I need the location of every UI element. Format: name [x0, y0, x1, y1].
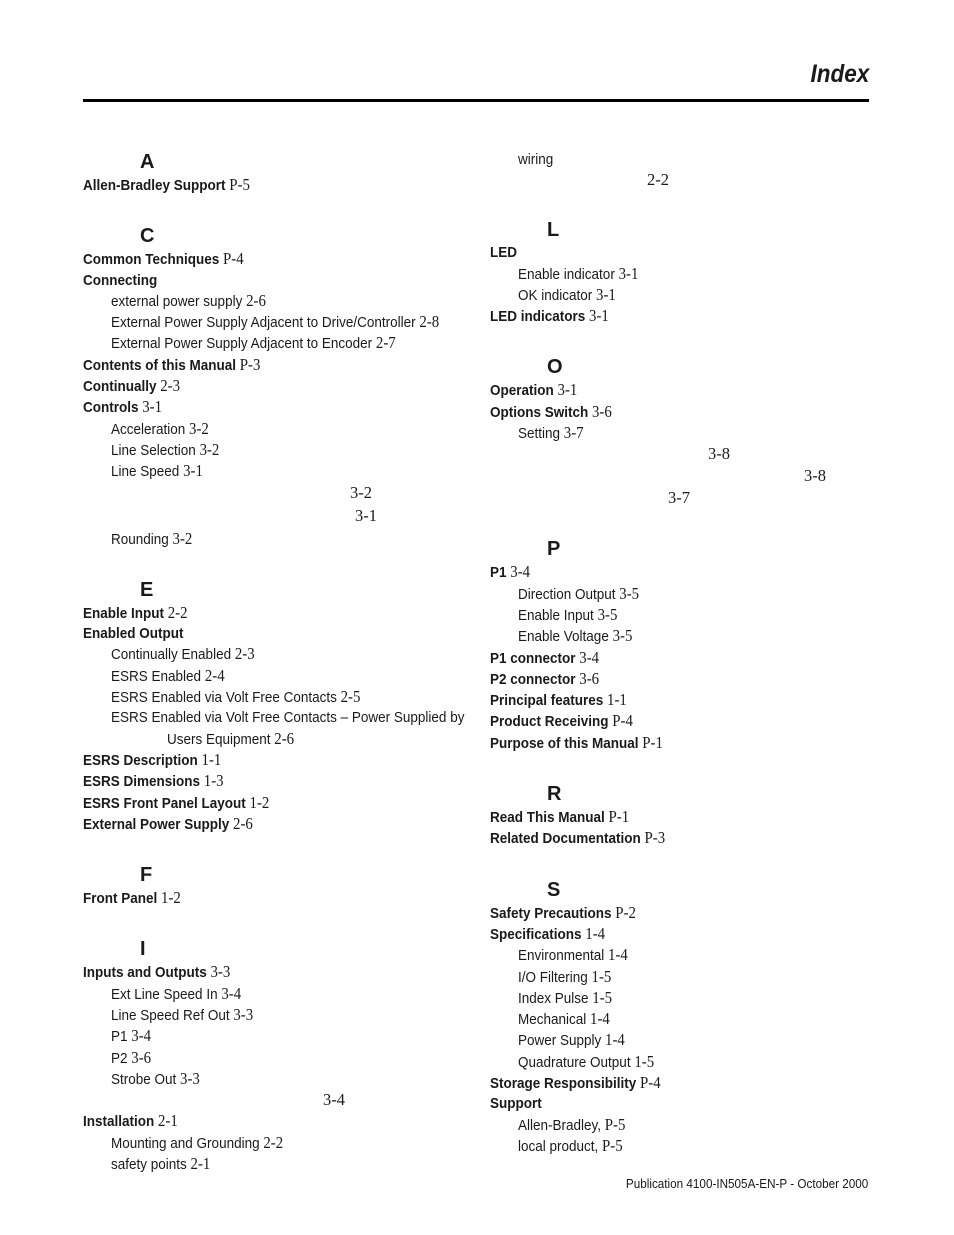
index-entry: Continually 2-3: [83, 376, 181, 396]
index-subentry: Enable Input 3-5: [518, 604, 618, 624]
index-subentry: Environmental 1-4: [518, 945, 628, 965]
index-entry: Options Switch 3-6: [490, 401, 612, 421]
index-subentry: Power Supply 1-4: [518, 1030, 625, 1050]
index-subentry: Quadrature Output 1-5: [518, 1051, 655, 1071]
index-subentry: External Power Supply Adjacent to Drive/Controller 2-8: [111, 312, 440, 332]
index-subentry: local product, P-5: [518, 1135, 623, 1155]
index-subentry: Enable indicator 3-1: [518, 263, 639, 283]
index-subentry: external power supply 2-6: [111, 290, 266, 310]
index-subentry-continued: Users Equipment 2-6: [167, 728, 295, 748]
index-entry: ESRS Description 1-1: [83, 749, 222, 769]
section-letter-i: I: [140, 938, 146, 961]
index-entry: Contents of this Manual P-3: [83, 354, 261, 374]
page-title: Index: [810, 60, 869, 88]
index-entry: ESRS Front Panel Layout 1-2: [83, 792, 270, 812]
index-entry: Operation 3-1: [490, 380, 578, 400]
section-letter-o: O: [547, 356, 563, 379]
index-column-left: [83, 150, 483, 1175]
header-rule: [83, 99, 869, 102]
index-entry: P2 connector 3-6: [490, 668, 600, 688]
stray-page-number: 3-1: [355, 505, 377, 525]
index-entry: Allen-Bradley Support P-5: [83, 175, 250, 194]
stray-page-number: 3-8: [708, 444, 730, 464]
index-entry: Inputs and Outputs 3-3: [83, 962, 231, 982]
index-subentry: Setting 3-7: [518, 423, 584, 443]
index-subentry: wiring: [518, 151, 554, 168]
index-entry: Enabled Output: [83, 625, 184, 643]
index-entry: Connecting: [83, 271, 158, 289]
index-entry: Support: [490, 1095, 542, 1113]
index-subentry: P1 3-4: [111, 1026, 152, 1046]
index-entry: Installation 2-1: [83, 1111, 178, 1131]
index-entry: External Power Supply 2-6: [83, 813, 253, 833]
index-subentry: OK indicator 3-1: [518, 284, 616, 304]
index-subentry: Strobe Out 3-3: [111, 1068, 200, 1088]
index-subentry: Index Pulse 1-5: [518, 987, 613, 1007]
index-subentry: Ext Line Speed In 3-4: [111, 983, 242, 1003]
index-subentry: Mounting and Grounding 2-2: [111, 1132, 284, 1152]
index-entry: Safety Precautions P-2: [490, 902, 636, 922]
index-column-right: [490, 150, 890, 1157]
stray-page-number: 3-4: [323, 1090, 345, 1110]
index-subentry: Enable Voltage 3-5: [518, 626, 633, 646]
index-subentry: Rounding 3-2: [111, 528, 193, 548]
index-entry: Front Panel 1-2: [83, 888, 181, 908]
index-entry: Read This Manual P-1: [490, 807, 630, 827]
index-subentry: Line Speed 3-1: [111, 461, 203, 481]
index-entry: Controls 3-1: [83, 397, 163, 417]
index-entry: LED: [490, 244, 517, 262]
index-subentry: Direction Output 3-5: [518, 583, 640, 603]
index-subentry: Continually Enabled 2-3: [111, 644, 255, 664]
index-entry: Related Documentation P-3: [490, 828, 666, 848]
index-subentry: Allen-Bradley, P-5: [518, 1114, 626, 1134]
stray-page-number: 3-2: [350, 482, 372, 502]
section-letter-l: L: [547, 219, 560, 242]
section-letter-c: C: [140, 225, 155, 248]
section-letter-a: A: [140, 151, 155, 173]
index-entry: P1 connector 3-4: [490, 647, 600, 667]
index-subentry: ESRS Enabled via Volt Free Contacts – Power Supplied by: [111, 709, 465, 727]
index-entry: Specifications 1-4: [490, 923, 606, 943]
section-letter-e: E: [140, 578, 154, 601]
stray-page-number: 3-8: [804, 466, 826, 486]
section-letter-s: S: [547, 878, 561, 901]
index-entry: Purpose of this Manual P-1: [490, 732, 663, 752]
index-subentry: I/O Filtering 1-5: [518, 966, 612, 986]
index-entry: P1 3-4: [490, 562, 531, 582]
index-entry: Common Techniques P-4: [83, 249, 244, 269]
index-subentry: safety points 2-1: [111, 1153, 211, 1173]
index-subentry: Mechanical 1-4: [518, 1009, 610, 1029]
index-entry: Storage Responsibility P-4: [490, 1073, 661, 1093]
index-subentry: ESRS Enabled via Volt Free Contacts 2-5: [111, 687, 361, 707]
index-subentry: Acceleration 3-2: [111, 418, 209, 438]
index-entry: Principal features 1-1: [490, 690, 627, 710]
index-subentry: ESRS Enabled 2-4: [111, 665, 225, 685]
index-entry: Product Receiving P-4: [490, 711, 633, 731]
section-letter-r: R: [547, 783, 562, 806]
section-letter-p: P: [547, 538, 561, 561]
index-entry: Enable Input 2-2: [83, 602, 188, 622]
stray-page-number: 2-2: [647, 170, 669, 190]
section-letter-f: F: [140, 864, 153, 887]
index-subentry: Line Selection 3-2: [111, 439, 220, 459]
publication-footer: Publication 4100-IN505A-EN-P - October 2000: [625, 1176, 868, 1191]
index-entry: ESRS Dimensions 1-3: [83, 771, 224, 791]
index-entry: LED indicators 3-1: [490, 306, 609, 326]
index-subentry: Line Speed Ref Out 3-3: [111, 1005, 254, 1025]
index-subentry: External Power Supply Adjacent to Encoder 2-7: [111, 333, 396, 353]
stray-page-number: 3-7: [668, 488, 690, 508]
index-subentry: P2 3-6: [111, 1047, 152, 1067]
